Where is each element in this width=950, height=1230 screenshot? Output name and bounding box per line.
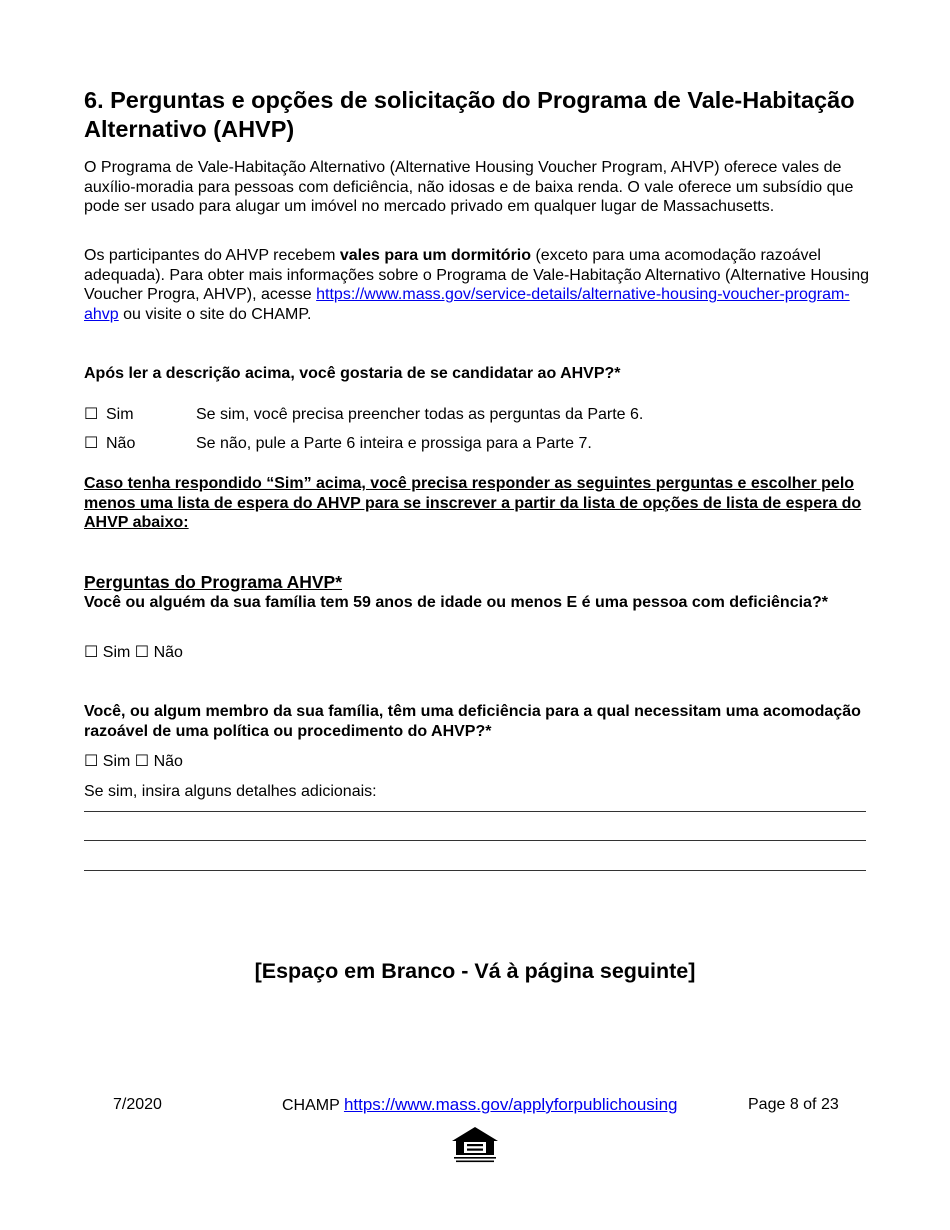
instruction-text: Caso tenha respondido “Sim” acima, você precisa responder as seguintes perguntas e escolher pelo menos uma lista de espera do AHVP para se inscrever a partir da lista de opções de lista de espera do AHVP abaixo: <box>84 475 862 532</box>
checkbox-yes[interactable]: ☐ <box>84 406 99 423</box>
details-prompt: Se sim, insira alguns detalhes adicionais: <box>84 783 377 800</box>
apply-option-yes <box>84 405 643 425</box>
equal-housing-opportunity-icon <box>450 1125 500 1165</box>
participants-text-mid: (exceto para uma acomodação razoável adequada). Para obter mais informações sobre o Programa de Vale-Habitação Alternativo (Alternative Housing Voucher Progra, AHVP), acesse <box>84 247 870 304</box>
question-2: Você, ou algum membro da sua família, têm uma deficiência para a qual necessitam uma acomodação razoável de uma política ou procedimento do AHVP?* <box>84 703 861 740</box>
footer-champ-label: CHAMP <box>282 1097 344 1114</box>
option-yes-label: Sim <box>106 406 134 423</box>
footer-page-number: Page 8 of 23 <box>748 1096 839 1113</box>
apply-question: Após ler a descrição acima, você gostaria de se candidatar ao AHVP?* <box>84 365 621 382</box>
intro-paragraph: O Programa de Vale-Habitação Alternativo (Alternative Housing Voucher Program, AHVP) oferece vales de auxílio-moradia para pessoas com deficiência, não idosas e de baixa renda. O vale oferece um subsídio que pode ser usado para alugar um imóvel no mercado privado em qualquer lugar de Massachusetts. <box>84 159 854 216</box>
question-2-answers[interactable]: ☐ Sim ☐ Não <box>84 753 183 770</box>
question-1-answers[interactable]: ☐ Sim ☐ Não <box>84 644 183 661</box>
option-no-label: Não <box>106 435 136 452</box>
details-line-2[interactable] <box>84 840 866 841</box>
footer-champ <box>282 1095 678 1115</box>
details-line-1[interactable] <box>84 811 866 812</box>
participants-text-bold: vales para um dormitório <box>339 247 532 264</box>
ahvp-info-link[interactable]: https://www.mass.gov/service-details/alternative-housing-voucher-program-ahvp <box>84 286 850 324</box>
participants-text-start: Os participantes do AHVP recebem <box>84 247 340 264</box>
option-no-note: Se não, pule a Parte 6 inteira e prossiga para a Parte 7. <box>196 435 592 452</box>
questions-heading: Perguntas do Programa AHVP* <box>84 572 343 592</box>
footer-url-link[interactable]: https://www.mass.gov/applyforpublichousing <box>343 1095 678 1114</box>
participants-paragraph <box>84 246 874 325</box>
footer-date: 7/2020 <box>113 1096 162 1113</box>
question-1: Você ou alguém da sua família tem 59 anos de idade ou menos E é uma pessoa com deficiência?* <box>84 594 828 611</box>
checkbox-no[interactable]: ☐ <box>84 435 99 452</box>
participants-text-end: ou visite o site do CHAMP. <box>118 306 312 324</box>
option-yes-note: Se sim, você precisa preencher todas as perguntas da Parte 6. <box>196 406 644 423</box>
blank-space-notice: [Espaço em Branco - Vá à página seguinte] <box>254 959 696 983</box>
apply-option-no <box>84 434 592 454</box>
details-line-3[interactable] <box>84 870 866 871</box>
section-title: 6. Perguntas e opções de solicitação do Programa de Vale-Habitação Alternativo (AHVP) <box>84 87 855 142</box>
